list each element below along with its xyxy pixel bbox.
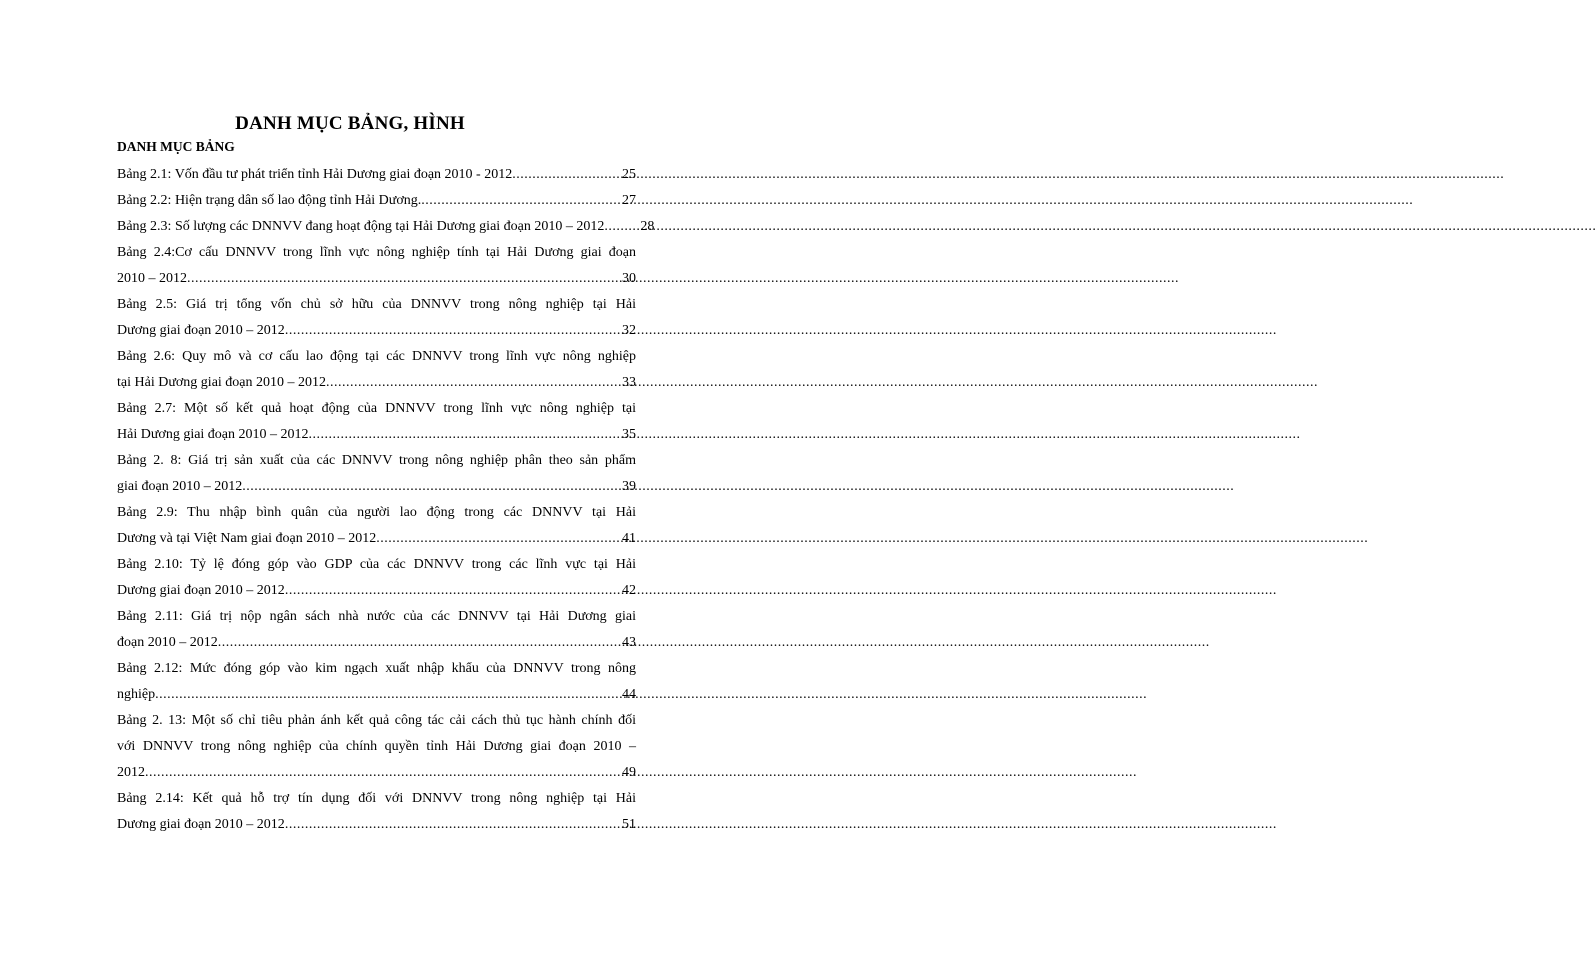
page-number: 30 (622, 271, 636, 286)
toc-entry[interactable] (117, 162, 636, 188)
toc-entry-text: tại Hải Dương giai đoạn 2010 – 2012 (117, 375, 327, 390)
toc-entry-text: Bảng 2.14: Kết quả hỗ trợ tín dụng đối với DNNVV trong nông nghiệp tại Hải (117, 791, 636, 806)
page-number: 25 (622, 167, 636, 182)
toc-entry-text: Dương giai đoạn 2010 – 2012 (117, 323, 285, 338)
page-number: 49 (622, 765, 636, 780)
toc-entry[interactable] (117, 552, 636, 604)
toc-entry-text: Bảng 2.5: Giá trị tổng vốn chủ sở hữu của DNNVV trong nông nghiệp tại Hải (117, 297, 636, 312)
toc-entry[interactable] (117, 604, 636, 656)
toc-entry-text: Bảng 2.1: Vốn đầu tư phát triển tỉnh Hải Dương giai đoạn 2010 - 2012 (117, 167, 513, 182)
page-number: 43 (622, 635, 636, 650)
toc-entry-text: Bảng 2.12: Mức đóng góp vào kim ngạch xuất nhập khẩu của DNNVV trong nông (117, 661, 636, 676)
section-heading: DANH MỤC BẢNG (117, 139, 235, 154)
dot-leader (242, 474, 596, 500)
dot-leader (155, 682, 596, 708)
toc-entry-line (117, 630, 636, 656)
page-number: 32 (622, 323, 636, 338)
dot-leader (309, 422, 596, 448)
toc-entry-text: 2012 (117, 765, 145, 780)
toc-entry[interactable] (117, 708, 636, 786)
toc-entry-text: Dương và tại Việt Nam giai đoạn 2010 – 2012 (117, 531, 377, 546)
toc-entry-text: với DNNVV trong nông nghiệp của chính quyền tỉnh Hải Dương giai đoạn 2010 – (117, 739, 636, 754)
toc-entry[interactable] (117, 292, 636, 344)
toc-entry-text: Bảng 2.11: Giá trị nộp ngân sách nhà nước của các DNNVV tại Hải Dương giai (117, 609, 636, 624)
toc-entry-text: Bảng 2.10: Tỷ lệ đóng góp vào GDP của các DNNVV trong các lĩnh vực tại Hải (117, 557, 636, 572)
toc-entry-text: Hải Dương giai đoạn 2010 – 2012 (117, 427, 309, 442)
toc-entry-text: giai đoạn 2010 – 2012 (117, 479, 243, 494)
toc-entry-line (117, 318, 636, 344)
toc-entry-text: Bảng 2. 8: Giá trị sản xuất của các DNNVV trong nông nghiệp phân theo sản phẩm (117, 453, 636, 468)
toc-entry-text: Bảng 2.7: Một số kết quả hoạt động của DNNVV trong lĩnh vực nông nghiệp tại (117, 401, 636, 416)
dot-leader (512, 162, 596, 188)
toc-entry-text: Dương giai đoạn 2010 – 2012 (117, 583, 285, 598)
toc-entry-text: Bảng 2.2: Hiện trạng dân số lao động tỉnh Hải Dương. (117, 193, 422, 208)
dot-leader (421, 188, 596, 214)
toc-entry-text: 2010 – 2012 (117, 271, 187, 286)
toc-entry[interactable] (117, 500, 636, 552)
page-number: 41 (622, 531, 636, 546)
toc-entry-line (117, 162, 636, 188)
page-number: 35 (622, 427, 636, 442)
table-list (117, 162, 655, 838)
page-title: DANH MỤC BẢNG, HÌNH (235, 113, 465, 134)
toc-entry[interactable] (117, 448, 636, 500)
toc-entry-text: Bảng 2.4:Cơ cấu DNNVV trong lĩnh vực nông nghiệp tính tại Hải Dương giai đoạn (117, 245, 636, 260)
dot-leader (145, 760, 596, 786)
toc-entry[interactable] (117, 656, 636, 708)
toc-entry-text: Bảng 2.3: Số lượng các DNNVV đang hoạt động tại Hải Dương giai đoạn 2010 – 2012 (117, 219, 605, 234)
page-number: 28 (640, 219, 655, 234)
page-number: 51 (622, 817, 636, 832)
toc-entry-text: đoạn 2010 – 2012 (117, 635, 218, 650)
toc-entry[interactable] (117, 240, 636, 292)
toc-entry-text: nghiệp (117, 687, 156, 702)
toc-entry[interactable] (117, 396, 636, 448)
toc-entry-line (117, 422, 636, 448)
page-number: 33 (622, 375, 636, 390)
toc-entry-line (117, 214, 655, 240)
page-number: 42 (622, 583, 636, 598)
dot-leader (187, 266, 596, 292)
dot-leader (376, 526, 596, 552)
toc-entry-line (117, 266, 636, 292)
page-number: 27 (622, 193, 636, 208)
page-number: 44 (622, 687, 636, 702)
dot-leader (285, 578, 596, 604)
toc-entry-line (117, 682, 636, 708)
dot-leader (604, 214, 614, 240)
dot-leader (285, 318, 596, 344)
toc-entry-line (117, 474, 636, 500)
toc-entry-text: Bảng 2. 13: Một số chỉ tiêu phản ánh kết quả công tác cải cách thủ tục hành chính đối (117, 713, 636, 728)
dot-leader (326, 370, 596, 396)
page-number: 39 (622, 479, 636, 494)
toc-entry-line (117, 812, 636, 838)
toc-entry-text: Bảng 2.6: Quy mô và cơ cấu lao động tại các DNNVV trong lĩnh vực nông nghiệp (117, 349, 636, 364)
toc-entry-text: Bảng 2.9: Thu nhập bình quân của người lao động trong các DNNVV tại Hải (117, 505, 636, 520)
dot-leader (218, 630, 596, 656)
toc-entry-line (117, 370, 636, 396)
toc-entry[interactable] (117, 786, 636, 838)
dot-leader (285, 812, 596, 838)
toc-entry-line (117, 188, 636, 214)
toc-entry-line (117, 578, 636, 604)
toc-entry-text: Dương giai đoạn 2010 – 2012 (117, 817, 285, 832)
toc-entry[interactable] (117, 344, 636, 396)
toc-entry[interactable] (117, 188, 636, 214)
toc-entry-line (117, 760, 636, 786)
toc-entry-line (117, 526, 636, 552)
toc-entry[interactable] (117, 214, 655, 240)
